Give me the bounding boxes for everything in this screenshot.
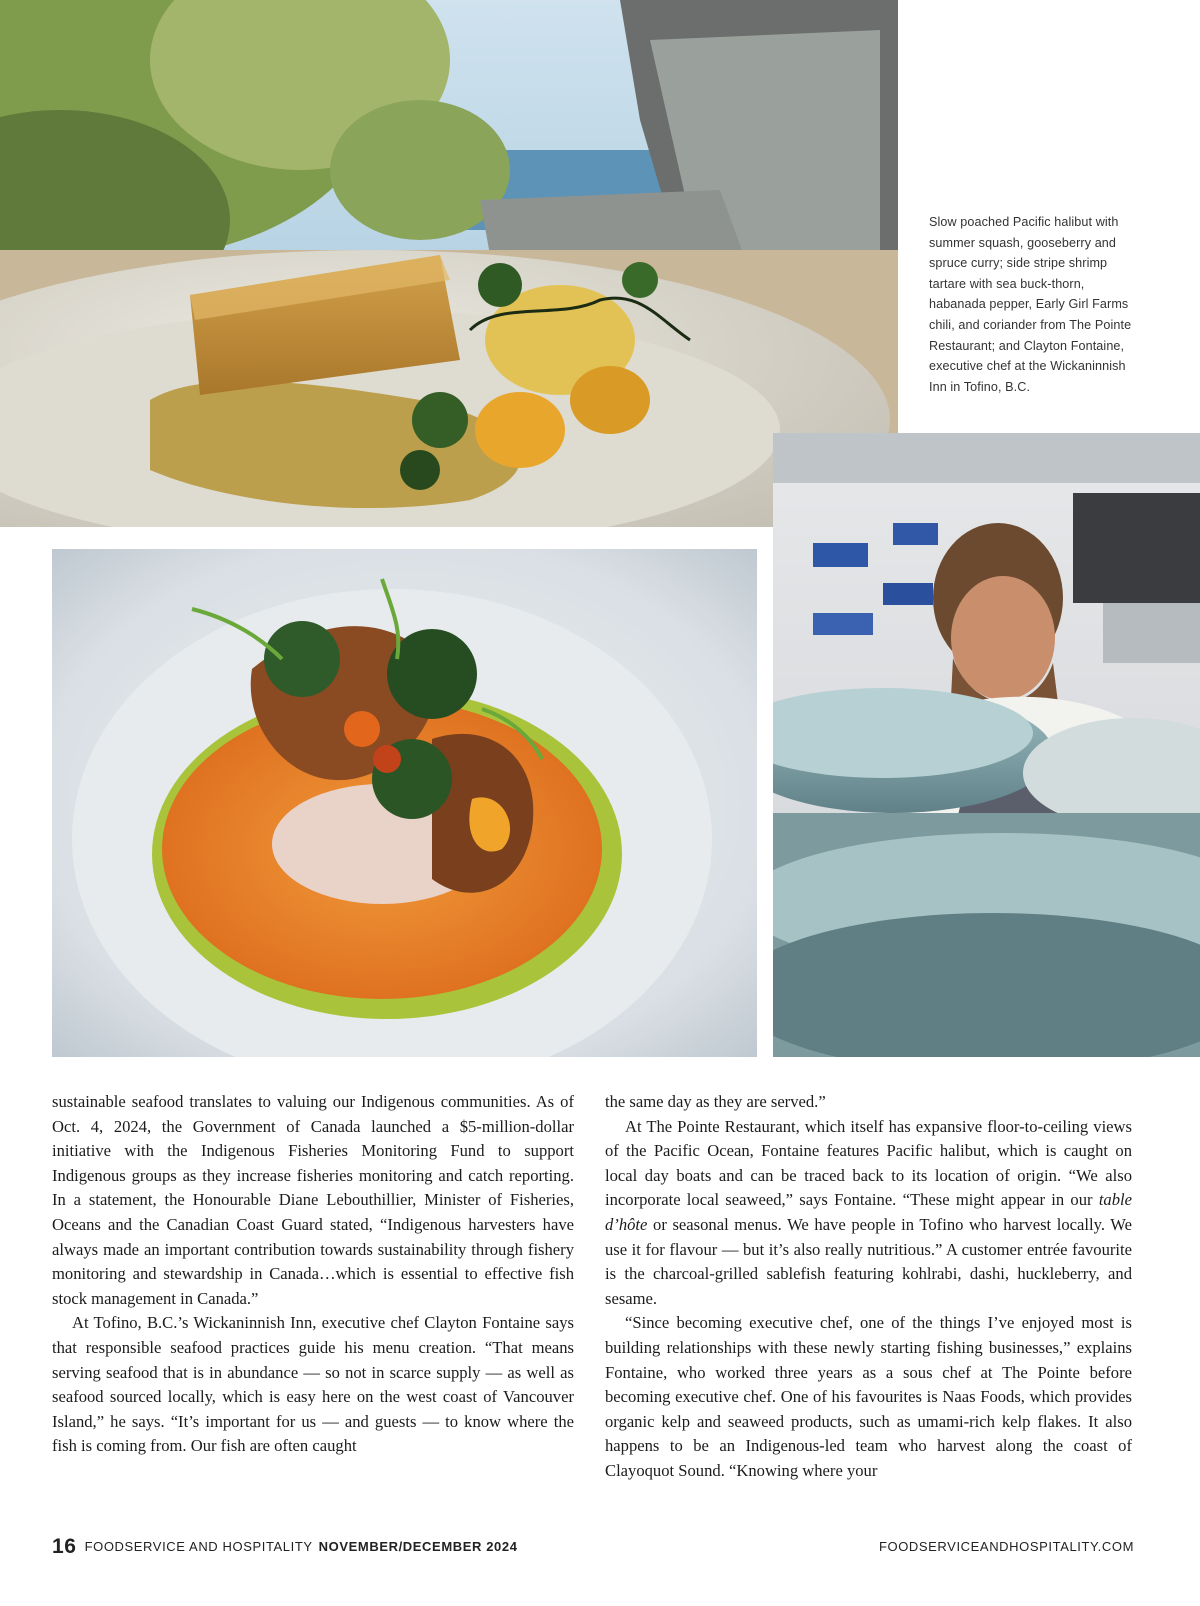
paragraph-text: At The Pointe Restaurant, which itself has expansive floor-to-ceiling views of the Pacific Ocean, Fontaine features Pacific halibut, which is caught on local day boats and can be traced back to its location of origin. “We also incorporate local seaweed,” says Fontaine. “These might appear in our	[605, 1116, 1132, 1210]
website-url: FOODSERVICEANDHOSPITALITY.COM	[878, 1539, 1134, 1554]
issue-date: NOVEMBER/DECEMBER 2024	[318, 1539, 518, 1554]
halibut-photo	[0, 0, 898, 527]
article-column-right	[605, 1090, 1132, 1484]
article-paragraph: sustainable seafood translates to valuing our Indigenous communities. As of Oct. 4, 2024, the Government of Canada launched a $5-million-dollar initiative with the Indigenous Fisheries Monitoring Fund to support Indigenous groups as they increase fisheries monitoring and catch reporting. In a statement, the Honourable Diane Lebouthillier, Minister of Fisheries, Oceans and the Canadian Coast Guard stated, “Indigenous harvesters have always made an important contribution towards sustainability through fishery monitoring and stewardship in Canada…which is essential to effective fish stock management in Canada.”	[52, 1092, 574, 1308]
publication-name: FOODSERVICE AND HOSPITALITY	[84, 1539, 313, 1554]
page-number: 16	[52, 1535, 77, 1558]
photo-caption: Slow poached Pacific halibut with summer squash, gooseberry and spruce curry; side stripe shrimp tartare with sea buck-thorn, habanada pepper, Early Girl Farms chili, and coriander from The Pointe Restaurant; and Clayton Fontaine, executive chef at the Wickaninnish Inn in Tofino, B.C.	[929, 215, 1132, 394]
page-footer	[52, 1535, 1134, 1559]
article-paragraph: “Since becoming executive chef, one of the things I’ve enjoyed most is building relationships with these newly starting fishing businesses,” explains Fontaine, who worked three years as a sous chef at The Pointe before becoming executive chef. One of his favourites is Naas Foods, which provides organic kelp and seaweed products, such as umami-rich kelp flakes. It also happens to be an Indigenous-led team who harvest along the coast of Clayoquot Sound. “Knowing where your	[605, 1313, 1132, 1480]
article-paragraph: the same day as they are served.”	[605, 1092, 826, 1111]
menu-term: table d’hôte	[605, 1190, 1132, 1234]
article-column-left	[52, 1090, 574, 1459]
article-paragraph: At Tofino, B.C.’s Wickaninnish Inn, executive chef Clayton Fontaine says that responsible seafood practices guide his menu creation. “That means serving seafood that is in abundance — so not in scarce supply — as well as seafood sourced locally, which is easy here on the west coast of Vancouver Island,” he says. “It’s important for us — and guests — to know where the fish is coming from. Our fish are often caught	[52, 1313, 574, 1456]
chef-photo	[773, 433, 1200, 1057]
article-paragraph	[605, 1115, 1132, 1312]
shrimp-tartare-photo	[52, 549, 757, 1057]
paragraph-text: or seasonal menus. We have people in Tofino who harvest locally. We use it for flavour — but it’s also really nutritious.” A customer entrée favourite is the charcoal-grilled sablefish featuring kohlrabi, dashi, huckleberry, and sesame.	[605, 1214, 1132, 1308]
